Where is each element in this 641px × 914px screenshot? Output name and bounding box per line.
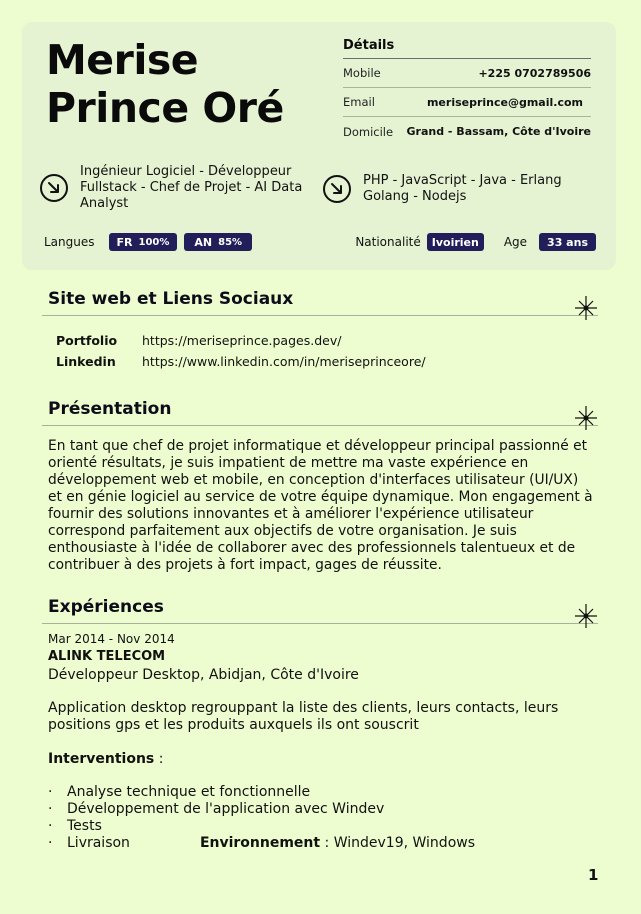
- age-label: Age: [503, 235, 528, 249]
- header-card: [22, 22, 616, 270]
- sparkle-line-icon: [542, 293, 598, 323]
- links-section: [42, 286, 598, 372]
- links-list: [42, 330, 598, 372]
- tasks-list: [48, 784, 598, 852]
- task-item: · Tests: [48, 818, 102, 834]
- experience-date: Mar 2014 - Nov 2014: [48, 632, 175, 646]
- age-badge: 33 ans: [539, 233, 596, 251]
- candidate-name: Merise Prince Oré: [46, 36, 284, 132]
- details-title: Détails: [343, 38, 591, 59]
- sparkle-line-icon: [542, 403, 598, 433]
- experience-item: [42, 632, 598, 852]
- language-badge-fr: FR 100%: [109, 233, 178, 251]
- phone-value[interactable]: +225 0702789506: [478, 66, 591, 80]
- address-value: Grand - Bassam, Côte d'Ivoire: [406, 125, 591, 138]
- details-row-email: Email meriseprince@gmail.com: [343, 88, 591, 117]
- arrow-down-right-icon: [323, 175, 351, 203]
- link-row-linkedin: Linkedin https://www.linkedin.com/in/meriseprinceore/: [56, 354, 426, 369]
- section-header: [42, 594, 598, 624]
- languages-label: Langues: [44, 235, 95, 249]
- details-panel: [343, 38, 591, 146]
- details-row-mobile: Mobile +225 0702789506: [343, 59, 591, 88]
- link-row-portfolio: Portfolio https://meriseprince.pages.dev/: [56, 333, 342, 348]
- section-header: [42, 396, 598, 426]
- details-row-domicile: Domicile Grand - Bassam, Côte d'Ivoire: [343, 124, 591, 139]
- arrow-down-right-icon: [40, 174, 68, 202]
- section-title: Site web et Liens Sociaux: [48, 289, 294, 309]
- nationality-label: Nationalité: [355, 235, 421, 249]
- environment-info: Environnement : Windev19, Windows: [199, 835, 476, 851]
- nationality-badge: Ivoirien: [427, 233, 484, 251]
- presentation-section: [42, 396, 598, 574]
- section-title: Expériences: [48, 597, 164, 617]
- task-item: · Analyse technique et fonctionnelle: [48, 784, 311, 800]
- linkedin-link[interactable]: https://www.linkedin.com/in/meriseprinceore/: [142, 354, 426, 369]
- section-header: [42, 286, 598, 316]
- email-value[interactable]: meriseprince@gmail.com: [426, 95, 583, 109]
- skills-pitch: PHP - JavaScript - Java - Erlang Golang - Nodejs: [323, 173, 593, 205]
- language-badge-an: AN 85%: [184, 233, 252, 251]
- job-title-pitch: Ingénieur Logiciel - Développeur Fullstack - Chef de Projet - AI Data Analyst: [40, 164, 310, 212]
- sparkle-line-icon: [542, 601, 598, 631]
- meta-row: [44, 233, 596, 251]
- experience-company: ALINK TELECOM: [48, 649, 166, 664]
- task-item: · Livraison Environnement : Windev19, Windows: [48, 835, 476, 851]
- task-item: · Développement de l'application avec Windev: [48, 801, 385, 817]
- section-title: Présentation: [48, 399, 172, 419]
- experiences-section: [42, 594, 598, 852]
- experience-description: Application desktop regrouppant la liste des clients, leurs contacts, leurs positions gps et les produits auxquels ils ont souscrit: [48, 700, 559, 733]
- presentation-text: En tant que chef de projet informatique et développeur principal passionné et orienté résultats, je suis impatient de mettre ma vaste expérience en développement web et mobile, en conception d'interfaces utilisateur (UI/UX) et en génie logiciel au service de votre équipe dynamique. Mon engagement à fournir des solutions innovantes et à améliorer l'expérience utilisateur correspond parfaitement aux objectifs de votre organisation. Je suis enthousiaste à l'idée de collaborer avec des professionnels talentueux et de contribuer à des projets à fort impact, gages de réussite.: [48, 438, 593, 573]
- interventions-heading: Interventions :: [48, 751, 164, 767]
- portfolio-link[interactable]: https://meriseprince.pages.dev/: [142, 333, 342, 348]
- page-number: 1: [588, 866, 599, 884]
- experience-role: Développeur Desktop, Abidjan, Côte d'Ivoire: [48, 667, 359, 683]
